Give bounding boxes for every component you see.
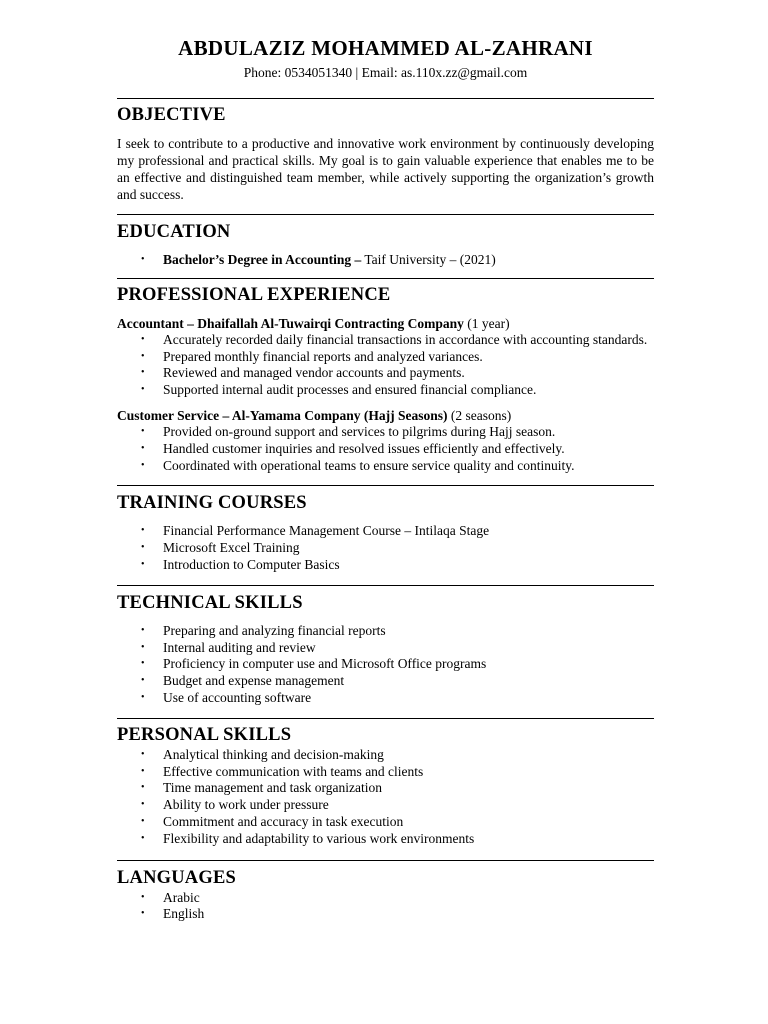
list-item-text: Provided on-ground support and services to pilgrims during Hajj season.: [163, 423, 556, 439]
list-item: [117, 673, 654, 690]
list-item: [117, 814, 654, 831]
list-item-text: Handled customer inquiries and resolved issues efficiently and effectively.: [163, 440, 565, 456]
list-item: [117, 382, 654, 399]
education-list: [117, 252, 654, 269]
job-duration: (2 seasons): [447, 407, 512, 423]
list-item-text: Reviewed and managed vendor accounts and payments.: [163, 365, 465, 381]
list-item-text: Budget and expense management: [163, 673, 345, 689]
personal-skills-heading: PERSONAL SKILLS: [117, 724, 292, 745]
bullet-icon: •: [141, 442, 145, 454]
list-item: [117, 365, 654, 382]
bullet-icon: •: [141, 832, 145, 844]
list-item: [117, 831, 654, 848]
bullet-icon: •: [141, 908, 145, 920]
languages-heading: LANGUAGES: [117, 867, 236, 888]
list-item: [117, 441, 654, 458]
training-heading: TRAINING COURSES: [117, 493, 307, 514]
degree-details: Taif University – (2021): [361, 252, 496, 267]
list-item-text: Prepared monthly financial reports and analyzed variances.: [163, 348, 483, 364]
bullet-icon: •: [141, 891, 145, 903]
bullet-icon: •: [141, 748, 145, 760]
bullet-icon: •: [141, 782, 145, 794]
job-heading: [117, 407, 654, 424]
list-item: [117, 623, 654, 640]
bullet-icon: •: [141, 542, 145, 554]
job-duration: (1 year): [463, 315, 510, 331]
bullet-icon: •: [141, 384, 145, 396]
bullet-icon: •: [141, 799, 145, 811]
job-title: Accountant – Dhaifallah Al-Tuwairqi Contracting Company: [117, 315, 464, 331]
list-item: [117, 557, 654, 574]
bullet-icon: •: [141, 691, 145, 703]
job-title: Customer Service – Al-Yamama Company (Hajj Seasons): [117, 407, 448, 423]
list-item-text: Coordinated with operational teams to ensure service quality and continuity.: [163, 457, 575, 473]
list-item-text: Time management and task organization: [163, 780, 382, 796]
job-duties-list: [117, 332, 654, 399]
list-item: [117, 747, 654, 764]
section-divider: [117, 585, 654, 586]
section-divider: [117, 860, 654, 861]
list-item: [117, 797, 654, 814]
bullet-icon: •: [141, 333, 145, 345]
list-item: [117, 252, 654, 269]
candidate-name: ABDULAZIZ MOHAMMED AL-ZAHRANI: [178, 36, 593, 60]
list-item-text: Accurately recorded daily financial transactions in accordance with accounting standards.: [163, 331, 648, 347]
list-item: [117, 424, 654, 441]
list-item-text: Arabic: [163, 889, 200, 905]
list-item: [117, 780, 654, 797]
bullet-icon: •: [141, 525, 145, 537]
section-divider: [117, 718, 654, 719]
list-item: [117, 890, 654, 907]
list-item-text: Effective communication with teams and clients: [163, 763, 424, 779]
job-duties-list: [117, 424, 654, 474]
bullet-icon: •: [141, 675, 145, 687]
technical-skills-list: [117, 623, 654, 707]
training-list: [117, 523, 654, 573]
list-item-text: Proficiency in computer use and Microsoft Office programs: [163, 656, 487, 672]
list-item-text: Preparing and analyzing financial reports: [163, 622, 386, 638]
degree-title: Bachelor’s Degree in Accounting –: [163, 252, 362, 267]
list-item-text: English: [163, 906, 205, 922]
resume-page: [117, 36, 654, 923]
technical-skills-heading: TECHNICAL SKILLS: [117, 592, 303, 613]
list-item: [117, 458, 654, 475]
bullet-icon: •: [141, 254, 145, 265]
list-item-text: Use of accounting software: [163, 689, 312, 705]
list-item-text: Introduction to Computer Basics: [163, 556, 340, 572]
section-divider: [117, 214, 654, 215]
section-divider: [117, 278, 654, 279]
job-heading: [117, 315, 654, 332]
section-divider: [117, 485, 654, 486]
bullet-icon: •: [141, 815, 145, 827]
bullet-icon: •: [141, 558, 145, 570]
bullet-icon: •: [141, 350, 145, 362]
list-item: [117, 656, 654, 673]
list-item-text: Internal auditing and review: [163, 639, 316, 655]
list-item: [117, 349, 654, 366]
list-item: [117, 690, 654, 707]
bullet-icon: •: [141, 459, 145, 471]
list-item-text: Flexibility and adaptability to various work environments: [163, 830, 475, 846]
list-item-text: Supported internal audit processes and ensured financial compliance.: [163, 382, 537, 398]
list-item: [117, 906, 654, 923]
list-item: [117, 640, 654, 657]
list-item: [117, 764, 654, 781]
bullet-icon: •: [141, 624, 145, 636]
list-item: [117, 540, 654, 557]
list-item-text: Analytical thinking and decision-making: [163, 746, 384, 762]
languages-list: [117, 890, 654, 924]
objective-text: I seek to contribute to a productive and innovative work environment by continuously developing my professional and practical skills. My goal is to gain valuable experience that enables me to be an effective and distinguished team member, while actively supporting the organization’s growth and success.: [117, 136, 654, 202]
bullet-icon: •: [141, 641, 145, 653]
bullet-icon: •: [141, 425, 145, 437]
bullet-icon: •: [141, 658, 145, 670]
list-item-text: Ability to work under pressure: [163, 797, 329, 813]
experience-heading: PROFESSIONAL EXPERIENCE: [117, 284, 391, 305]
list-item-text: Financial Performance Management Course – Intilaqa Stage: [163, 523, 490, 539]
bullet-icon: •: [141, 367, 145, 379]
list-item: [117, 332, 654, 349]
section-divider: [117, 98, 654, 99]
objective-heading: OBJECTIVE: [117, 105, 226, 125]
list-item-text: Commitment and accuracy in task execution: [163, 813, 404, 829]
list-item: [117, 523, 654, 540]
contact-line: Phone: 0534051340 | Email: as.110x.zz@gmail.com: [243, 65, 528, 80]
personal-skills-list: [117, 747, 654, 848]
list-item-text: Microsoft Excel Training: [163, 540, 300, 556]
education-heading: EDUCATION: [117, 222, 231, 242]
bullet-icon: •: [141, 765, 145, 777]
